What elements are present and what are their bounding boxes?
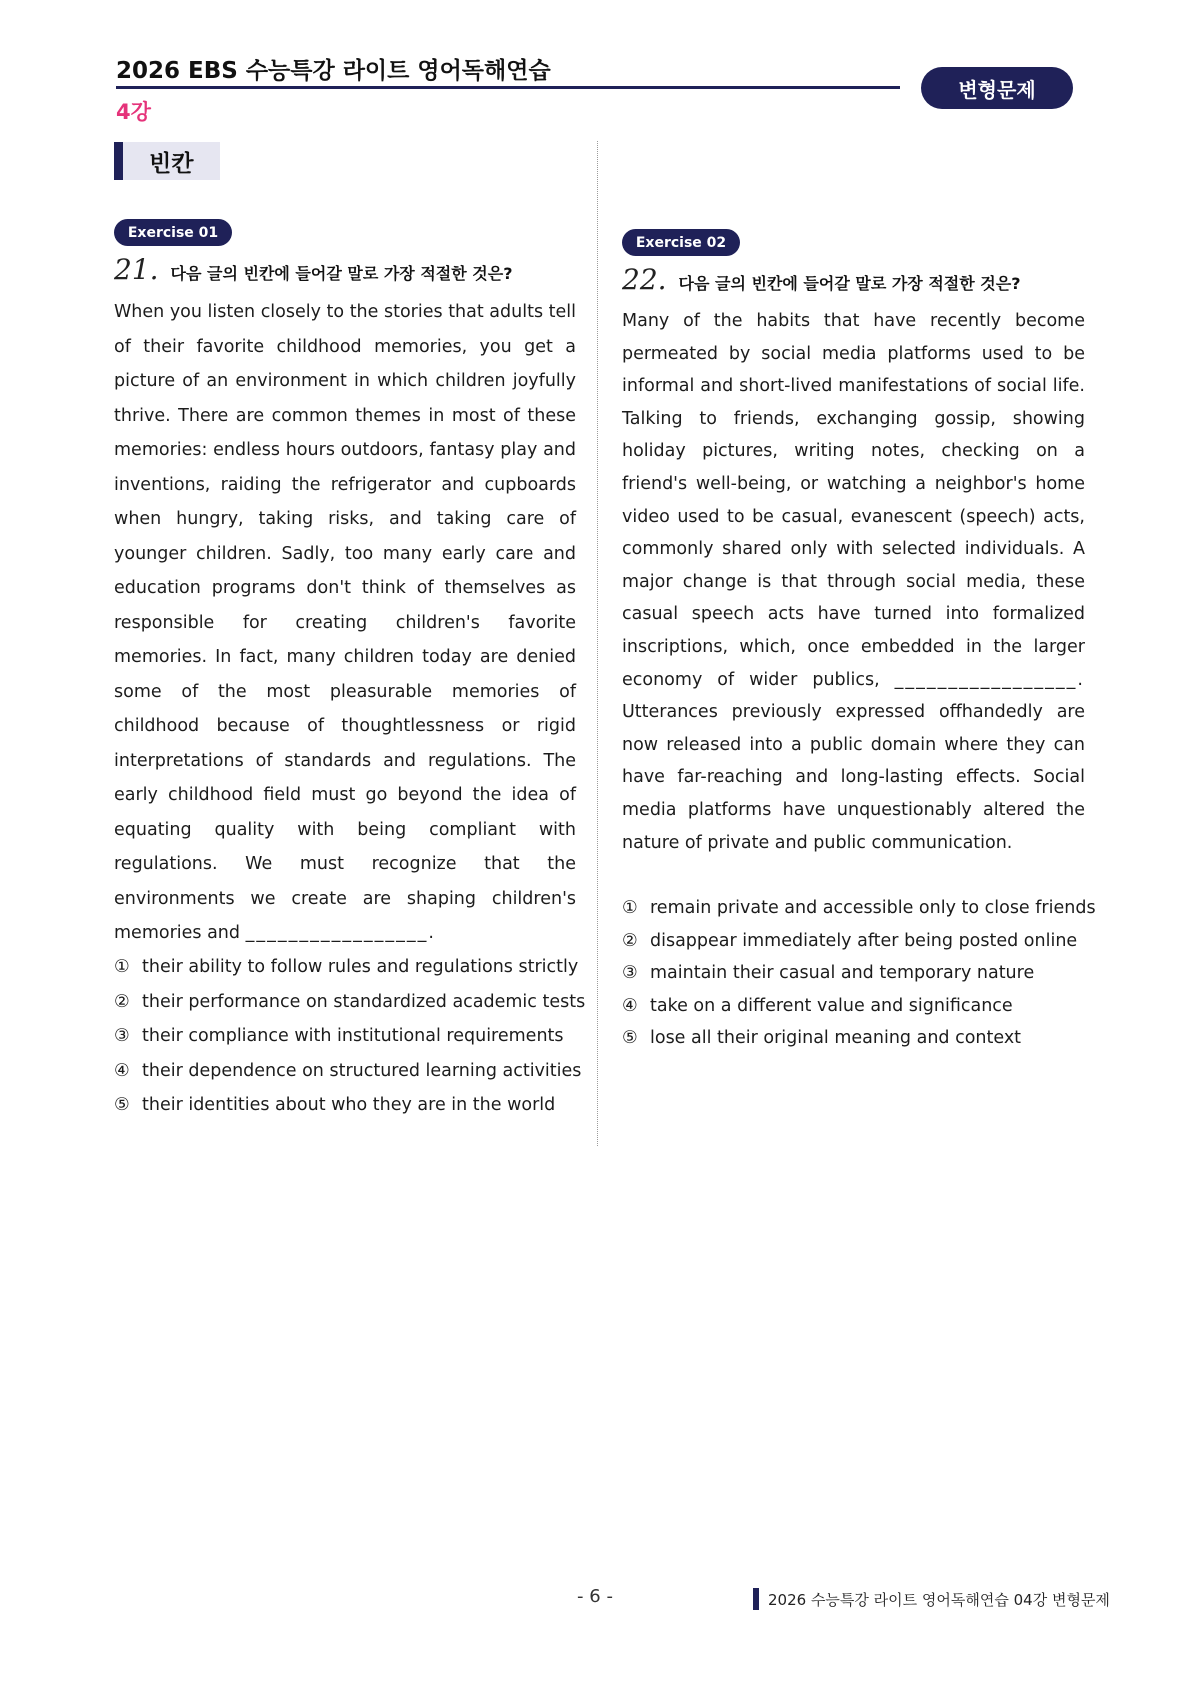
choice-number: ③ bbox=[622, 963, 638, 984]
choice-item[interactable] bbox=[114, 1088, 585, 1123]
choice-text: their ability to follow rules and regulations strictly bbox=[142, 957, 579, 977]
section-heading bbox=[114, 142, 220, 180]
footer-caption bbox=[753, 1588, 1110, 1610]
choice-item[interactable] bbox=[114, 985, 585, 1020]
choice-item[interactable] bbox=[622, 1022, 1096, 1055]
exercise-label: Exercise 02 bbox=[622, 229, 740, 256]
document-title: 2026 EBS 수능특강 라이트 영어독해연습 bbox=[116, 58, 551, 84]
question-number: 22. bbox=[622, 263, 667, 296]
passage-text-continued: Utterances previously expressed offhandedly are now released into a public domain where they can have far-reaching and long-lasting effects. Social media platforms have unquestionably altered the nature of private and public communication. bbox=[622, 702, 1085, 853]
question-header bbox=[622, 263, 1020, 296]
choice-number: ② bbox=[114, 991, 130, 1012]
variant-badge: 변형문제 bbox=[921, 67, 1073, 109]
choice-number: ① bbox=[622, 898, 638, 918]
choice-number: ④ bbox=[622, 995, 638, 1016]
passage bbox=[114, 295, 576, 951]
answer-choices bbox=[114, 950, 585, 1123]
choice-number: ⑤ bbox=[622, 1028, 638, 1049]
choice-text: disappear immediately after being posted online bbox=[650, 930, 1078, 951]
passage-text: Many of the habits that have recently become permeated by social media platforms used to be informal and short-lived manifestations of social life. Talking to friends, exchanging gossip, showing holiday pictures, writing notes, checking on a friend's well-being, or watching a neighbor's home video used to be casual, evanescent (speech) acts, commonly shared only with selected individuals. A major change is that through social media, these casual speech acts have turned into formalized inscriptions, which, once embedded in the larger economy of wider publics, bbox=[622, 311, 1085, 690]
choice-number: ① bbox=[114, 957, 130, 977]
passage bbox=[622, 305, 1085, 859]
choice-text: lose all their original meaning and context bbox=[650, 1028, 1022, 1049]
question-number: 21. bbox=[114, 253, 159, 286]
choice-item[interactable] bbox=[114, 1019, 585, 1054]
exercise-label: Exercise 01 bbox=[114, 219, 232, 246]
header-divider bbox=[116, 86, 900, 89]
page-number: - 6 - bbox=[577, 1586, 613, 1607]
answer-blank: _________________. bbox=[245, 923, 436, 943]
choice-number: ③ bbox=[114, 1026, 130, 1046]
choice-text: their compliance with institutional requirements bbox=[142, 1026, 564, 1046]
choice-item[interactable] bbox=[622, 925, 1096, 958]
choice-text: their identities about who they are in the world bbox=[142, 1095, 556, 1115]
choice-item[interactable] bbox=[622, 990, 1096, 1023]
choice-number: ④ bbox=[114, 1060, 130, 1081]
footer-text: 2026 수능특강 라이트 영어독해연습 04강 변형문제 bbox=[768, 1590, 1110, 1609]
column-divider bbox=[597, 141, 598, 1146]
question-header bbox=[114, 253, 512, 286]
answer-choices bbox=[622, 892, 1096, 1055]
choice-item[interactable] bbox=[622, 957, 1096, 990]
choice-text: take on a different value and significance bbox=[650, 995, 1013, 1016]
choice-item[interactable] bbox=[622, 892, 1096, 925]
section-accent-bar bbox=[114, 142, 123, 180]
choice-text: remain private and accessible only to close friends bbox=[650, 898, 1096, 918]
choice-text: their dependence on structured learning activities bbox=[142, 1060, 582, 1081]
footer-accent-bar bbox=[753, 1588, 759, 1610]
answer-blank: _________________. bbox=[894, 669, 1085, 690]
choice-item[interactable] bbox=[114, 950, 585, 985]
choice-text: their performance on standardized academic tests bbox=[142, 991, 586, 1012]
choice-number: ⑤ bbox=[114, 1095, 130, 1115]
choice-text: maintain their casual and temporary nature bbox=[650, 963, 1035, 984]
section-label: 빈칸 bbox=[149, 150, 194, 177]
question-instruction: 다음 글의 빈칸에 들어갈 말로 가장 적절한 것은? bbox=[170, 264, 513, 283]
choice-item[interactable] bbox=[114, 1054, 585, 1089]
question-instruction: 다음 글의 빈칸에 들어갈 말로 가장 적절한 것은? bbox=[678, 274, 1021, 293]
passage-text: When you listen closely to the stories that adults tell of their favorite childhood memories, you get a picture of an environment in which children joyfully thrive. There are common themes in most of these memories: endless hours outdoors, fantasy play and inventions, raiding the refrigerator and cupboards when hungry, taking risks, and taking care of younger children. Sadly, too many early care and education programs don't think of themselves as responsible for creating children's favorite memories. In fact, many children today are denied some of the most pleasurable memories of childhood because of thoughtlessness or rigid interpretations of standards and regulations. The early childhood field must go beyond the idea of equating quality with being compliant with regulations. We must recognize that the environments we create are shaping children's memories and bbox=[114, 302, 576, 943]
lesson-label: 4강 bbox=[116, 100, 151, 124]
choice-number: ② bbox=[622, 930, 638, 951]
